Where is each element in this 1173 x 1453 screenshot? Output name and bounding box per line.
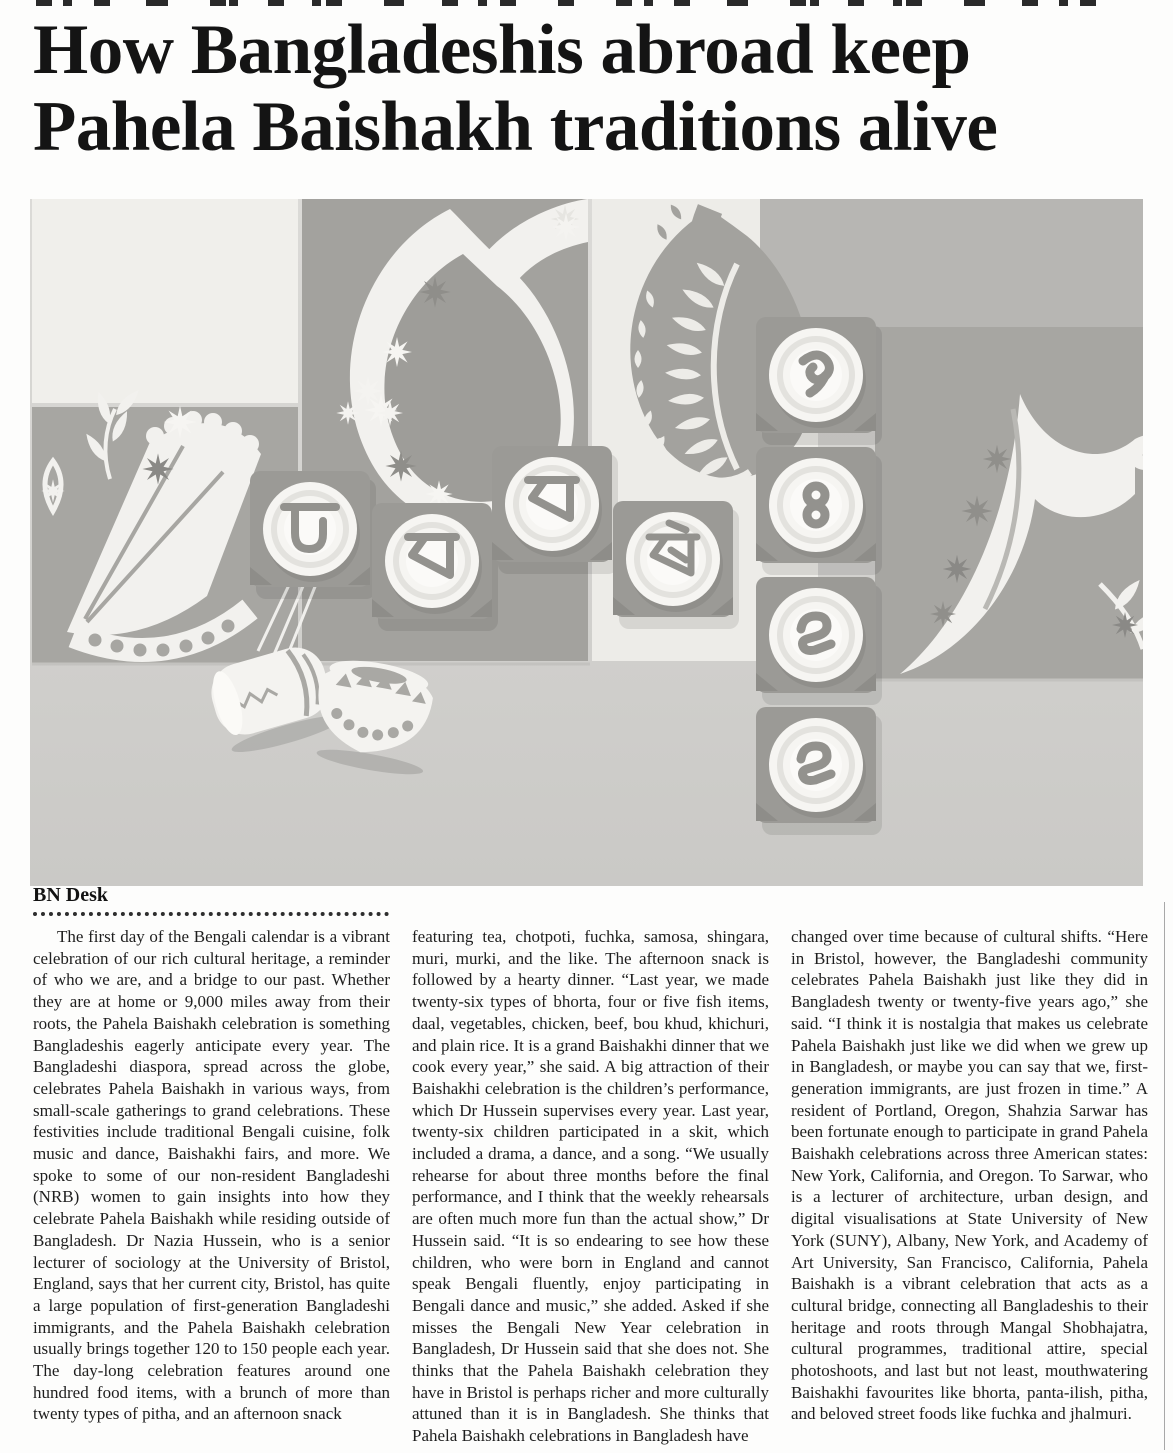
tile-numeral-2a: [756, 577, 882, 705]
flower: [377, 400, 403, 426]
cropped-text-fragments: [36, 0, 1138, 6]
flower: [961, 495, 992, 526]
wall-top-right: [760, 199, 1143, 327]
tile-letter-na: [250, 471, 376, 599]
board-top-left-white: [32, 199, 298, 403]
flower: [382, 337, 412, 367]
flower: [943, 555, 972, 584]
article-column-2: featuring tea, chotpoti, fuchka, samosa, shingara, muri, murki, and the like. The afternoon snack is followed by a hearty dinner. “Last year, we made twenty-six types of bhorta, four or five fish items, daal, vegetables, chicken, beef, bou khud, khichuri, and plain rice. It is a grand Baishakhi dinner that we cook every year,” she said. A big attraction of their Baishakhi celebration is the children’s performance, which Dr Hussein supervises every year. Last year, twenty-six children participated in a skit, which included a drama, a dance, and a song. “We usually rehearse for about three months before the final performance, and I think that the weekly rehearsals are often much more fun than the actual show,” Dr Hussein said. “It is so endearing to see how these children, who were born in England and cannot speak Bengali fluently, enjoy participating in Bengali dance and music,” she added. Asked if she misses the Bengali New Year celebration in Bangladesh, Dr Hussein said that she does not. She thinks that the Pahela Baishakh celebration they have in Bristol is perhaps richer and more culturally attuned than it is in Bangladesh. She thinks that Pahela Baishakh celebrations in Bangladesh have: [412, 927, 769, 1446]
flower: [142, 453, 173, 484]
byline-dotted-rule: [33, 912, 389, 916]
tile-numeral-2b: [756, 707, 882, 835]
tile-numeral-4: [756, 447, 882, 575]
flower: [353, 376, 383, 406]
headline-line-1: How Bangladeshis abroad keep: [33, 11, 971, 89]
column-separator-rule: [1164, 902, 1165, 1450]
headline-line-2: Pahela Baishakh traditions alive: [33, 88, 998, 166]
flower: [552, 213, 581, 242]
article-photo: [30, 199, 1143, 886]
tile-letter-ba-2: [492, 446, 618, 574]
flower: [336, 401, 359, 424]
flower: [164, 406, 197, 439]
flower: [1112, 612, 1138, 638]
tile-letter-ba-1: [372, 503, 498, 631]
flower: [930, 601, 956, 627]
flower: [419, 276, 450, 307]
flower: [983, 445, 1012, 474]
article-column-3: changed over time because of cultural shifts. “Here in Bristol, however, the Bangladeshi community celebrates Pahela Baishakh just like they did in Bangladesh twenty or twenty-five years ago,” she said. “I think it is nostalgia that makes us celebrate Pahela Baishakh just like we did when we grew up in Bangladesh, or maybe you can say that we, first-generation immigrants, are just frozen in time.” A resident of Portland, Oregon, Shahzia Sarwar has been fortunate enough to participate in grand Pahela Baishakh celebrations across three American states: New York, California, and Oregon. To Sarwar, who is a lecturer of architecture, urban design, and digital visualisations at State University of New York (SUNY), Albany, New York, and Academy of Art University, San Francisco, California, Pahela Baishakh is a vibrant celebration that acts as a cultural bridge, connecting all Bangladeshis to their heritage and roots through Mangal Shobhajatra, cultural programmes, traditional attire, special photoshoots, and last but not least, mouthwatering Baishakhi favourites like bhorta, panta-ilish, pitha, and beloved street foods like fuchka and jhalmuri.: [791, 927, 1148, 1424]
tile-letter-rsha: [613, 501, 739, 629]
byline: BN Desk: [33, 884, 109, 906]
article-column-1: The first day of the Bengali calendar is a vibrant celebration of our rich cultural heritage, a reminder of who we are, and a bridge to our past. Whether they are at home or 9,000 miles away from their roots, the Pahela Baishakh celebration is something Bangladeshis eagerly anticipate every year. The Bangladeshi diaspora, spread across the globe, celebrates Pahela Baishakh in various ways, from small-scale gatherings to grand celebrations. These festivities include traditional Bengali cuisine, folk music and dance, Baishakhi fairs, and more. We spoke to some of our non-resident Bangladeshi (NRB) women to gain insights into how they celebrate Pahela Baishakh while residing outside of Bangladesh. Dr Nazia Hussein, who is a senior lecturer of sociology at the University of Bristol, England, says that her current city, Bristol, has quite a large population of first-generation Bangladeshi immigrants, and the Pahela Baishakh celebration usually brings together 120 to 150 people each year. The day-long celebration features around one hundred food items, with a brunch of more than twenty types of pitha, and an afternoon snack: [33, 927, 390, 1424]
flower: [385, 450, 416, 481]
tile-numeral-1: [756, 317, 882, 445]
article-headline: [33, 12, 1145, 166]
